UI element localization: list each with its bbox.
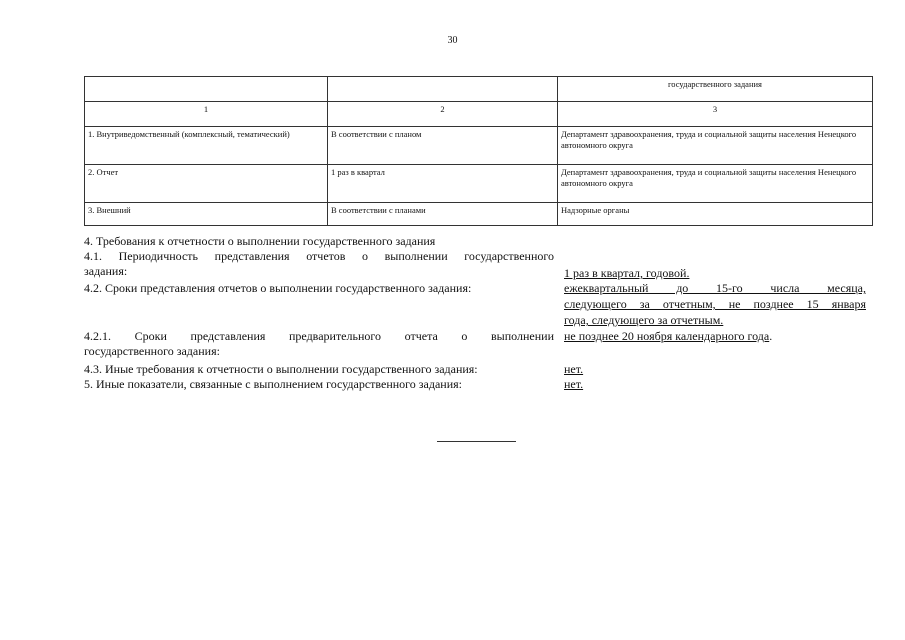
item-4-2-value-line1: ежеквартальный до 15-го числа месяца, [564,281,866,295]
table-cell: 3. Внешний [85,203,328,226]
table-cell: 2. Отчет [85,165,328,203]
item-4-2-label: 4.2. Сроки представления отчетов о выполнении государственного задания: [84,281,472,295]
item-4-1-label: 4.1. Периодичность представления отчетов о выполнении государственного [84,249,554,263]
section-5-value: нет. [564,377,584,391]
table-cell: В соответствии с планами [328,203,558,226]
table-header-cell [85,77,328,102]
section-5-label: 5. Иные показатели, связанные с выполнением государственного задания: [84,377,462,391]
item-4-3-value: нет. [564,362,584,376]
table-column-numbers-row [85,102,873,127]
table-cell: 1. Внутриведомственный (комплексный, тематический) [85,127,328,165]
column-number: 3 [558,102,873,127]
table-cell: В соответствии с планом [328,127,558,165]
table-row [85,203,873,226]
table-cell: Департамент здравоохранения, труда и социальной защиты населения Ненецкого автономного округа [558,165,873,203]
table-cell: 1 раз в квартал [328,165,558,203]
table-cell: Надзорные органы [558,203,873,226]
section-4-title: 4. Требования к отчетности о выполнении государственного задания [84,234,436,248]
item-4-2-1-label-cont: государственного задания: [84,344,220,358]
end-divider [437,441,516,442]
table-row [85,127,873,165]
table-header-row [85,77,873,102]
item-4-1-value: 1 раз в квартал, годовой. [564,266,690,280]
table-row [85,165,873,203]
column-number: 1 [85,102,328,127]
column-number: 2 [328,102,558,127]
table-header-cell: государственного задания [558,77,873,102]
item-4-1-label-cont: задания: [84,264,128,278]
page-number: 30 [447,35,458,46]
item-4-2-value-line2: следующего за отчетным, не позднее 15 января [564,297,866,311]
item-4-2-1-value-wrap [564,329,772,344]
table-header-cell [328,77,558,102]
item-4-2-1-value: не позднее 20 ноября календарного года [564,329,770,343]
item-4-2-value-line3: года, следующего за отчетным. [564,313,724,327]
control-table [84,76,873,226]
item-4-3-label: 4.3. Иные требования к отчетности о выполнении государственного задания: [84,362,478,376]
item-4-2-1-dot: . [769,329,773,343]
table-cell: Департамент здравоохранения, труда и социальной защиты населения Ненецкого автономного округа [558,127,873,165]
item-4-2-1-label: 4.2.1. Сроки представления предварительного отчета о выполнении [84,329,554,343]
